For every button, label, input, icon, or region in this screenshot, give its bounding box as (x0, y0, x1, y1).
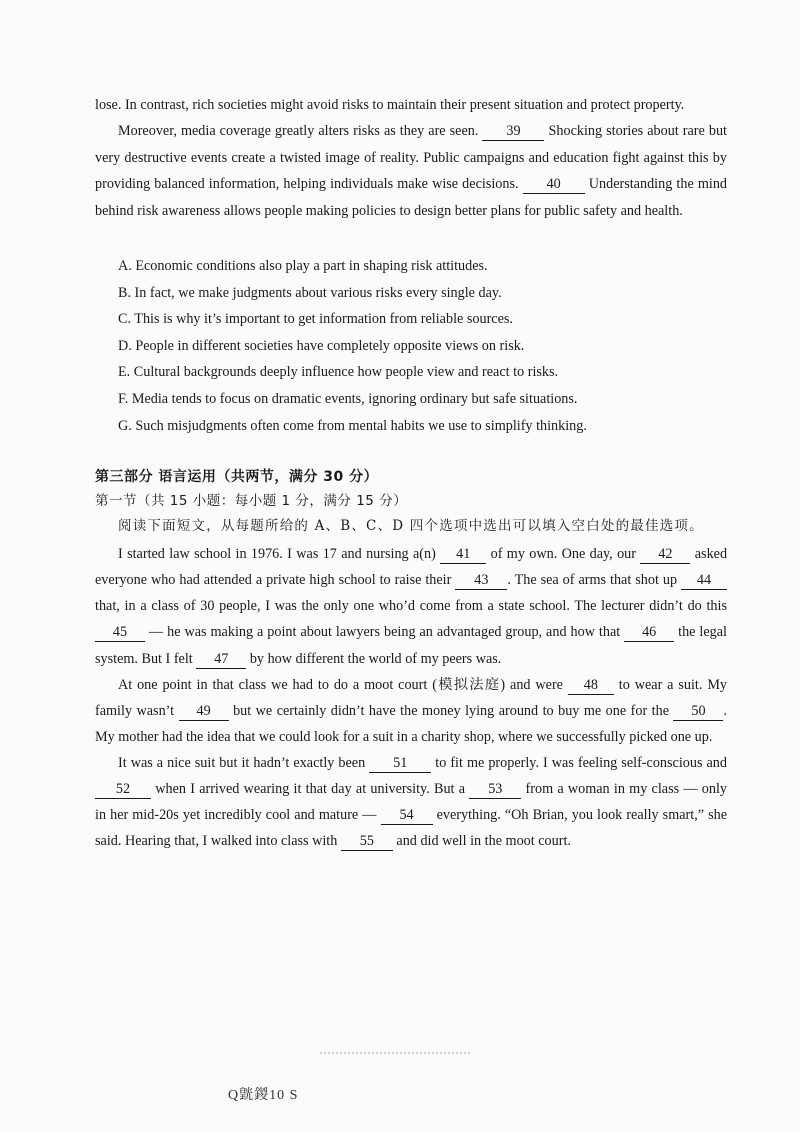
exam-page (95, 92, 727, 854)
blank-54[interactable]: 54 (381, 806, 433, 825)
blank-50[interactable]: 50 (673, 702, 723, 721)
option-c[interactable]: C. This is why it’s important to get information from reliable sources. (118, 311, 513, 328)
cloze-paragraph-2: At one point in that class we had to do a moot court (模拟法庭) and were 48 to wear a suit. My family wasn’t 49 but we certainly didn’t have the money lying around to buy me one for the 50 . My mother had the idea that we could look for a suit in a charity shop, where we successfully picked one up. (95, 676, 728, 745)
options-list (95, 253, 727, 439)
option-g[interactable]: G. Such misjudgments often come from mental habits we use to simplify thinking. (118, 417, 587, 434)
option-a[interactable]: A. Economic conditions also play a part in shaping risk attitudes. (118, 258, 488, 275)
blank-53[interactable]: 53 (469, 780, 521, 799)
option-f[interactable]: F. Media tends to focus on dramatic events, ignoring ordinary but safe situations. (118, 391, 578, 407)
cloze-paragraph-1: I started law school in 1976. I was 17 and nursing a(n) 41 of my own. One day, our 42 asked everyone who had attended a private high school to raise their 43 . The sea of arms that shot up 44 that, in a class of 30 people, I was the only one who’d come from a state school. The lecturer didn’t do this 45 — he was making a point about lawyers being an advantaged group, and how that 46 the legal system. But I felt 47 by how different the world of my peers was. (95, 546, 728, 667)
section-title: 第三部分 语言运用（共两节，满分 30 分） (95, 469, 379, 486)
blank-40[interactable]: 40 (523, 175, 585, 194)
blank-55[interactable]: 55 (341, 832, 393, 851)
page-footer: Q皝鍐10 S (228, 1088, 299, 1103)
paragraph-media-coverage: Moreover, media coverage greatly alters risks as they are seen. 39 Shocking stories about rare but very destructive events create a twisted image of reality. Public campaigns and education fight against this by providing balanced information, helping individuals make wise decisions. 40 Understanding the mind behind risk awareness allows people making policies to design better plans for public safety and health. (95, 123, 728, 219)
blank-52[interactable]: 52 (95, 780, 151, 799)
blank-49[interactable]: 49 (179, 702, 229, 721)
option-d[interactable]: D. People in different societies have completely opposite views on risk. (118, 337, 525, 354)
option-e[interactable]: E. Cultural backgrounds deeply influence how people view and react to risks. (118, 364, 559, 381)
blank-51[interactable]: 51 (369, 754, 431, 773)
blank-45[interactable]: 45 (95, 623, 145, 642)
blank-42[interactable]: 42 (640, 545, 690, 564)
blank-41[interactable]: 41 (440, 545, 486, 564)
paragraph-continuation: lose. In contrast, rich societies might avoid risks to maintain their present situation and protect property. (95, 97, 685, 113)
cloze-passage (95, 541, 727, 854)
blank-47[interactable]: 47 (196, 650, 246, 669)
blank-43[interactable]: 43 (455, 571, 507, 590)
section-instruction: 阅读下面短文，从每题所给的 A、B、C、D 四个选项中选出可以填入空白处的最佳选项。 (118, 518, 704, 535)
option-b[interactable]: B. In fact, we make judgments about various risks every single day. (118, 284, 502, 301)
section-subtitle: 第一节（共 15 小题：每小题 1 分，满分 15 分） (95, 493, 408, 510)
blank-48[interactable]: 48 (568, 676, 614, 695)
scan-artifact-divider (320, 1052, 470, 1060)
cloze-paragraph-3: It was a nice suit but it hadn’t exactly been 51 to fit me properly. I was feeling self-conscious and 52 when I arrived wearing it that day at university. But a 53 from a woman in my class — only in her mid-20s yet incredibly cool and mature — 54 everything. “Oh Brian, you look really smart,” she said. Hearing that, I walked into class with 55 and did well in the moot court. (95, 754, 728, 850)
blank-44[interactable]: 44 (681, 571, 727, 590)
blank-46[interactable]: 46 (624, 623, 674, 642)
blank-39[interactable]: 39 (482, 122, 544, 141)
